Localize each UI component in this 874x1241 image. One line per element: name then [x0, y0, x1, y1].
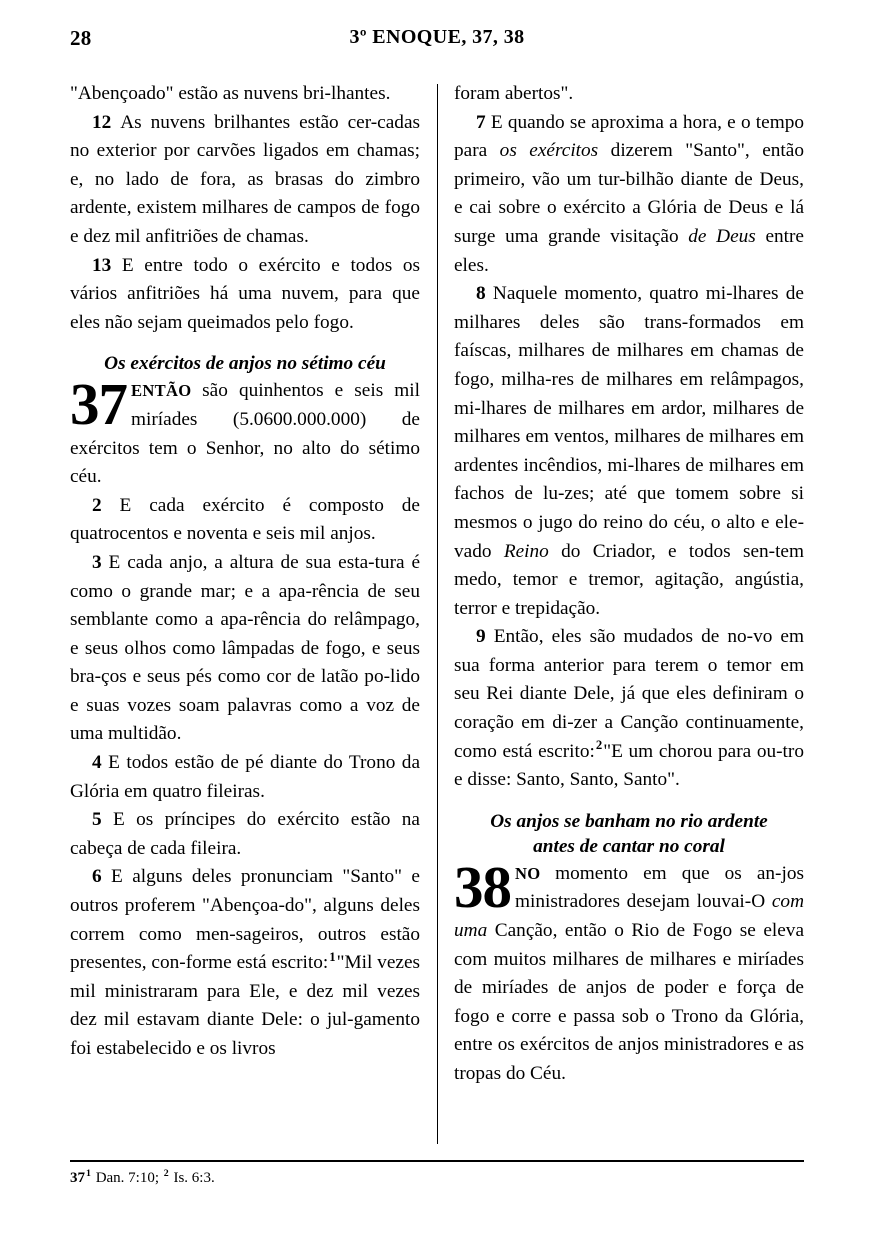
- verse-number-6: 6: [92, 866, 112, 888]
- verse-paragraph-2: [70, 492, 420, 549]
- verse-text-5: E os príncipes do exército estão na cabeça de cada fileira.: [70, 809, 420, 859]
- verse-text-7-part-1: E quando se aproxima a hora, e o tempo para: [454, 111, 804, 162]
- verse-paragraph-13: [70, 252, 420, 338]
- chapter-opener-38: [454, 853, 804, 1089]
- text-columns: [70, 80, 804, 1148]
- verse-paragraph-12: [70, 109, 420, 252]
- column-divider-rule: [437, 84, 438, 1144]
- verse-text-4: E todos estão de pé diante do Trono da Glória em quatro fileiras.: [70, 752, 421, 802]
- verse-text-7-italic-1: os exércitos: [499, 140, 599, 162]
- verse-number-7: 7: [476, 111, 491, 133]
- chapter-text-38-part-1: momento em que os an-jos ministradores desejam louvai-O: [515, 862, 804, 913]
- chapter-number-dropcap-37: 37: [70, 371, 127, 438]
- footnote-entry-text-2: Is. 6:3.: [169, 1170, 215, 1186]
- chapter-opening-smallcaps-38: NO: [515, 863, 556, 883]
- paragraph-continuation-verse-6: foram abertos".: [454, 83, 574, 104]
- paragraph-continuation: "Abençoado" estão as nuvens bri-lhantes.: [70, 83, 391, 104]
- verse-paragraph-8: [454, 280, 804, 623]
- verse-text-12: As nuvens brilhantes estão cer-cadas no exterior por carvões ligados em chamas; e, no lado de fora, as brasas do zimbro ardente, existem milhares de campos de fogo e dez mil anfitriões de chamas.: [70, 111, 421, 247]
- verse-text-13: E entre todo o exército e todos os vários anfitriões há uma nuvem, para que eles não sejam queimados pelo fogo.: [70, 254, 420, 333]
- footnote-area: [70, 1168, 804, 1189]
- footnote-marker-1[interactable]: 1: [329, 949, 336, 964]
- verse-number-4: 4: [92, 752, 109, 774]
- section-heading-chapter-38-line-2: antes de cantar no coral: [533, 835, 725, 857]
- verse-text-7-italic-2: de Deus: [688, 225, 756, 247]
- verse-paragraph-9: [454, 623, 804, 795]
- verse-number-5: 5: [92, 809, 114, 831]
- verse-text-8-part-2: do Criador, e todos sen-tem medo, temor e tremor, agitação, angústia, terror e trepidação.: [454, 540, 804, 619]
- verse-paragraph-5: [70, 806, 420, 863]
- right-column: [454, 80, 804, 1148]
- chapter-opener-37: [70, 371, 421, 491]
- verse-text-7-part-2: dizerem "Santo", então primeiro, vão um tur-bilhão diante de Deus, e cai sobre o exército a Glória de Deus e lá surge uma grande visitação: [454, 140, 804, 247]
- verse-paragraph-7: [454, 109, 804, 281]
- footnote-entry-marker-1: 1: [86, 1168, 91, 1179]
- verse-number-2: 2: [92, 494, 120, 516]
- verse-text-6-after-note: "Mil vezes mil ministraram para Ele, e dez mil vezes dez mil estavam diante Dele: o jul-gamento foi estabelecido e os livros: [70, 952, 420, 1059]
- verse-number-3: 3: [92, 551, 109, 573]
- footnote-entry-marker-2: 2: [163, 1168, 169, 1179]
- chapter-number-dropcap-38: 38: [454, 853, 511, 920]
- verse-number-13: 13: [92, 254, 122, 276]
- page-number: 28: [70, 26, 92, 50]
- left-column: [70, 80, 420, 1148]
- verse-number-9: 9: [476, 626, 494, 648]
- chapter-text-38-italic-1: com uma: [454, 891, 804, 942]
- verse-text-9-after-note: "E um chorou para ou-tro e disse: Santo, Santo, Santo".: [454, 740, 804, 791]
- running-title: 3º ENOQUE, 37, 38: [349, 26, 525, 48]
- chapter-opening-text-37: são quinhentos e seis mil miríades (5.0600.000.000) de exércitos tem o Senhor, no alto do sétimo céu.: [70, 380, 421, 488]
- chapter-text-38-part-2: Canção, então o Rio de Fogo se eleva com muitos milhares de milhares e miríades de miríades de anjos de poder e força de fogo e corre e passa sob o Trono da Glória, entre os exércitos de anjos ministradores e as tropas do Céu.: [454, 920, 804, 1084]
- verse-text-8-italic-1: Reino: [503, 540, 549, 562]
- chapter-opening-smallcaps-37: ENTÃO: [131, 381, 203, 401]
- footnote-separator-rule: [70, 1160, 804, 1162]
- verse-paragraph-6: [70, 863, 420, 1063]
- footnote-chapter-label: 37: [70, 1170, 85, 1186]
- footnote-entry-text-1: Dan. 7:10;: [91, 1170, 163, 1186]
- section-heading-chapter-38-line-1: Os anjos se banham no rio ardente: [490, 810, 768, 832]
- running-head: [70, 26, 804, 58]
- verse-text-8-part-1: Naquele momento, quatro mi-lhares de milhares deles são trans-formados em faíscas, milhares de milhares em chamas de fogo, milha-res de milhares em relâmpagos, mi-lhares de milhares em ardor, milhares de milhares em ventos, milhares de milhares em ardentes incêndios, mi-lhares de milhares em fachos de lu-zes; até que tomem sobre si mesmos o jugo do reino do céu, o alto e ele-vado: [454, 283, 804, 562]
- verse-paragraph-4: [70, 749, 420, 806]
- verse-text-2: E cada exército é composto de quatrocentos e noventa e seis mil anjos.: [70, 494, 420, 545]
- verse-text-9-before-note: Então, eles são mudados de no-vo em sua forma anterior para terem o temor em seu Rei diante Dele, já que eles definiram o coração em di-zer a Canção continuamente, como está escrito:: [454, 626, 804, 762]
- verse-number-12: 12: [92, 111, 121, 133]
- verse-text-3: E cada anjo, a altura de sua esta-tura é como o grande mar; e a apa-rência de seu semblante como a apa-rência do relâmpago, e seus olhos como lâmpadas de fogo, e seus bra-ços e seus pés como cor de latão po-lido e suas vozes soam palavras como a voz de uma multidão.: [70, 551, 420, 745]
- section-heading-chapter-37: Os exércitos de anjos no sétimo céu: [104, 353, 386, 375]
- verse-text-7-part-3: entre eles.: [454, 225, 804, 276]
- verse-paragraph-3: [70, 549, 420, 749]
- verse-text-6-before-note: E alguns deles pronunciam "Santo" e outros proferem "Abençoa-do", alguns deles correm como men-sageiros, outros estão presentes, con-forme está escrito:: [70, 866, 420, 974]
- footnote-marker-2[interactable]: 2: [595, 738, 603, 753]
- verse-number-8: 8: [476, 283, 493, 305]
